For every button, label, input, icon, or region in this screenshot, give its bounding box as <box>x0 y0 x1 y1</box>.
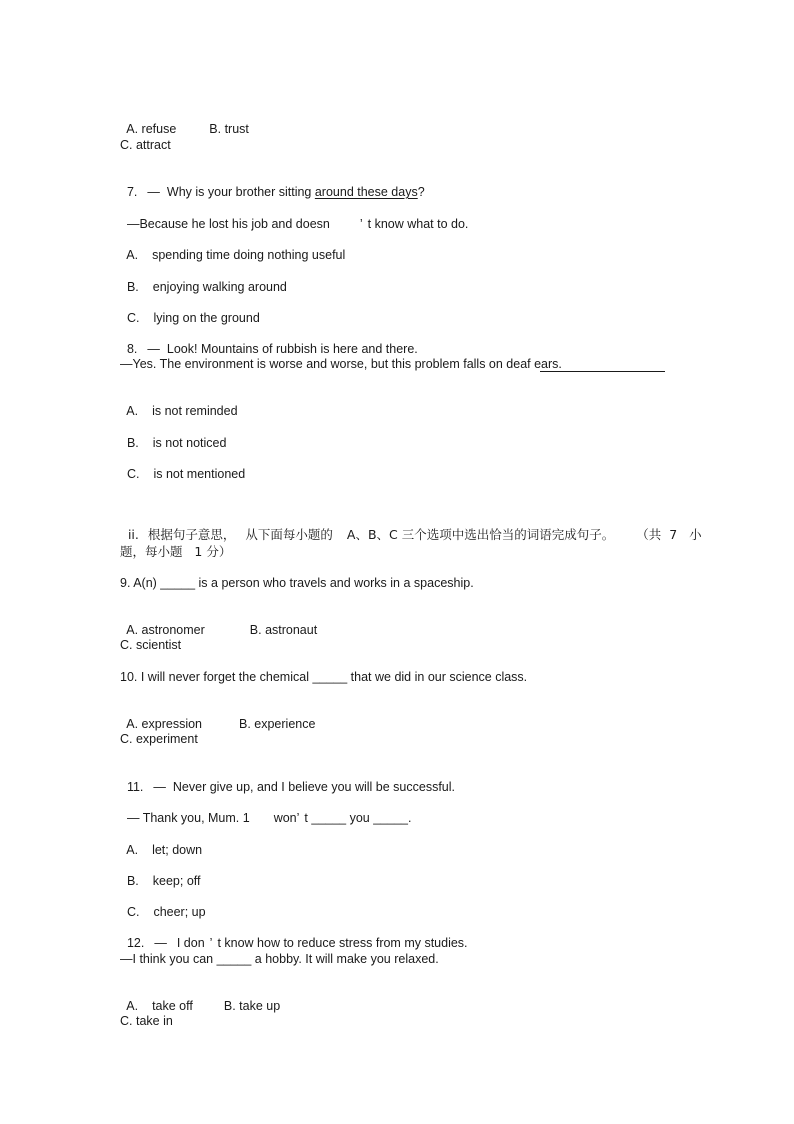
q11-reply <box>120 794 411 826</box>
q10-option-c: C. experiment <box>120 732 198 746</box>
option-text: cheer; up <box>153 905 206 919</box>
q8-answer-blank <box>540 371 665 372</box>
q7-option-b <box>120 263 287 295</box>
q9-option-c: C. scientist <box>120 638 182 652</box>
q12-number: 12. <box>126 936 145 950</box>
q11-option-b <box>120 857 201 889</box>
q7-reply-end: t know what to do. <box>367 217 469 231</box>
q11-reply-apostrophe: ’ <box>296 811 300 825</box>
q7-number: 7. <box>126 185 138 199</box>
q12-stem-text-b: t know how to reduce stress from my studies. <box>217 936 468 950</box>
q8-dash: — <box>147 342 160 356</box>
q9-option-a: A. astronomer <box>126 623 205 637</box>
option-letter: A. <box>126 843 139 857</box>
q9-option-b: B. astronaut <box>249 623 318 637</box>
q12-dash: — <box>154 936 167 950</box>
option-letter: A. <box>126 404 139 418</box>
q6-option-a: A. refuse <box>126 122 177 136</box>
q8-option-b <box>120 419 226 451</box>
q8-option-a <box>120 387 238 419</box>
option-letter: B. <box>126 874 139 888</box>
q8-option-c <box>120 450 245 482</box>
section-2-instructions <box>120 511 702 543</box>
q7-stem-text: Why is your brother sitting <box>166 185 315 199</box>
q6-option-c: C. attract <box>120 138 171 152</box>
q12-option-a: take off <box>152 999 193 1013</box>
section-2-text-d: （共 7 小 <box>636 527 702 542</box>
option-letter: B. <box>126 280 139 294</box>
q9-stem: 9. A(n) _____ is a person who travels and works in a spaceship. <box>120 576 474 590</box>
section-2-text-b: 从下面每小题的 <box>245 527 333 542</box>
option-letter: C. <box>126 311 140 325</box>
q10-stem: 10. I will never forget the chemical _____ that we did in our science class. <box>120 670 528 684</box>
q8-stem-text: Look! Mountains of rubbish is here and there. <box>166 342 418 356</box>
q10-option-a: A. expression <box>126 717 202 731</box>
q6-option-b: B. trust <box>209 122 249 136</box>
section-2-text-a: 根据句子意思， <box>147 527 236 542</box>
q7-underlined-phrase: around these days <box>314 185 418 199</box>
q9-options-row <box>120 606 317 638</box>
q7-option-a <box>120 231 345 263</box>
q7-reply-apostrophe: ’ <box>359 217 363 231</box>
q11-reply-text-a: — Thank you, Mum. 1 <box>126 811 250 825</box>
q12-reply: —I think you can _____ a hobby. It will make you relaxed. <box>120 952 439 966</box>
q12-stem-text-a: I don <box>176 936 205 950</box>
section-2-instructions-line2: 题，每小题 1 分） <box>120 544 232 559</box>
q11-dash: — <box>153 780 166 794</box>
q11-reply-text-c: t _____ you _____. <box>304 811 412 825</box>
q7-reply-text: —Because he lost his job and doesn <box>126 217 330 231</box>
option-text: lying on the ground <box>153 311 260 325</box>
q11-stem <box>120 763 455 795</box>
q12-stem-apostrophe: ’ <box>209 936 213 950</box>
q12-options-row <box>120 982 280 1014</box>
q12-option-c: C. take in <box>120 1014 173 1028</box>
q10-option-b: B. experience <box>239 717 316 731</box>
q11-option-a <box>120 826 202 858</box>
q11-stem-text: Never give up, and I believe you will be successful. <box>172 780 455 794</box>
option-text: spending time doing nothing useful <box>152 248 346 262</box>
q12-option-b: B. take up <box>223 999 281 1013</box>
q6-options-row <box>120 105 249 137</box>
option-letter: A. <box>126 248 139 262</box>
q11-reply-text-b: won <box>273 811 297 825</box>
q8-reply: —Yes. The environment is worse and worse, but this problem falls on deaf ears. <box>120 357 562 371</box>
q11-option-c <box>120 888 206 920</box>
option-letter: C. <box>126 905 140 919</box>
option-letter: C. <box>126 467 140 481</box>
option-text: is not mentioned <box>153 467 246 481</box>
q7-reply <box>120 200 468 232</box>
q10-options-row <box>120 700 315 732</box>
q7-stem-end: ? <box>417 185 425 199</box>
option-text: is not reminded <box>152 404 238 418</box>
section-2-number: ii. <box>127 527 139 542</box>
option-text: keep; off <box>152 874 201 888</box>
option-letter: A. <box>126 999 139 1013</box>
q7-stem <box>120 168 425 200</box>
option-text: is not noticed <box>152 436 227 450</box>
section-2-text-c: A、B、C 三个选项中选出恰当的词语完成句子。 <box>346 527 615 542</box>
option-text: let; down <box>152 843 203 857</box>
q7-option-c <box>120 294 260 326</box>
q7-dash: — <box>147 185 160 199</box>
option-letter: B. <box>126 436 139 450</box>
q12-stem <box>120 919 468 951</box>
q8-stem <box>120 325 418 357</box>
q8-number: 8. <box>126 342 138 356</box>
q11-number: 11. <box>126 780 144 794</box>
option-text: enjoying walking around <box>152 280 287 294</box>
